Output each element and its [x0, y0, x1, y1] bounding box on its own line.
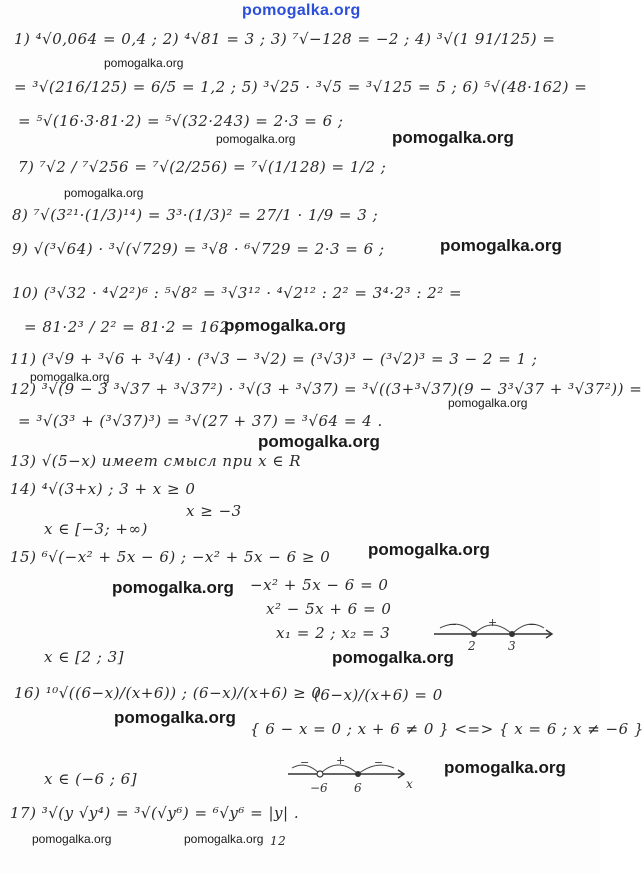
solution-line-12: 13) √(5−x) имеет смысл при x ∈ R — [10, 452, 302, 470]
solution-line-19: x₁ = 2 ; x₂ = 3 — [276, 624, 391, 642]
watermark: pomogalka.org — [332, 648, 454, 667]
solution-line-2: = ³√(216/125) = 6/5 = 1,2 ; 5) ³√25 · ³√5 = ³√125 = 5 ; 6) ⁵√(48·162) = — [14, 78, 588, 96]
solution-line-14: x ≥ −3 — [186, 502, 242, 520]
watermark: pomogalka.org — [112, 578, 234, 597]
number-line-label-minus-6: −6 — [310, 781, 328, 795]
sign-text: − — [300, 756, 310, 769]
solution-line-18: x² − 5x + 6 = 0 — [266, 600, 392, 618]
sign-text: + — [488, 616, 498, 629]
sign-text: − — [448, 618, 458, 631]
solution-line-9: 11) (³√9 + ³√6 + ³√4) · (³√3 − ³√2) = (³√3)³ − (³√2)³ = 3 − 2 = 1 ; — [10, 350, 538, 368]
solution-line-17: −x² + 5x − 6 = 0 — [250, 576, 389, 594]
watermark: pomogalka.org — [30, 370, 110, 384]
solution-line-8: = 81·2³ / 2² = 81·2 = 162 ; — [24, 318, 241, 336]
solution-line-10: 12) ³√(9 − 3 ³√37 + ³√37²) · ³√(3 + ³√37) = ³√((3+³√37)(9 − 3³√37 + ³√37²)) = — [10, 380, 643, 398]
watermark: pomogalka.org — [440, 236, 562, 255]
solution-line-3: = ⁵√(16·3·81·2) = ⁵√(32·243) = 2·3 = 6 ; — [18, 112, 344, 130]
number-line-label-3: 3 — [508, 639, 516, 653]
watermark: pomogalka.org — [368, 540, 490, 559]
solution-line-11: = ³√(3³ + (³√37)³) = ³√(27 + 37) = ³√64 = 4 . — [18, 412, 383, 430]
watermark: pomogalka.org — [104, 56, 184, 70]
number-line-axis-label: x — [406, 777, 413, 791]
sign-text: + — [336, 754, 346, 767]
header-watermark: pomogalka.org — [242, 2, 361, 19]
solution-line-21: 16) ¹⁰√((6−x)/(x+6)) ; (6−x)/(x+6) ≥ 0 — [14, 684, 322, 702]
solution-line-6: 9) √(³√64) · ³√(√729) = ³√8 · ⁶√729 = 2·3 = 6 ; — [12, 240, 385, 258]
watermark: pomogalka.org — [448, 396, 528, 410]
solution-line-13: 14) ⁴√(3+x) ; 3 + x ≥ 0 — [10, 480, 196, 498]
page-number: 12 — [270, 834, 287, 848]
solution-line-7: 10) (³√32 · ⁴√2²)⁶ : ⁵√8² = ³√3¹² · ⁴√2¹² : 2² = 3⁴·2³ : 2² = — [12, 284, 463, 302]
solution-line-16: 15) ⁶√(−x² + 5x − 6) ; −x² + 5x − 6 ≥ 0 — [10, 548, 331, 566]
number-line-label-2: 2 — [468, 639, 476, 653]
watermark: pomogalka.org — [224, 316, 346, 335]
watermark: pomogalka.org — [32, 832, 112, 846]
watermark: pomogalka.org — [392, 128, 514, 147]
solution-line-22: (6−x)/(x+6) = 0 — [314, 686, 443, 704]
number-line-label-6: 6 — [354, 781, 362, 795]
watermark: pomogalka.org — [64, 186, 144, 200]
solution-line-23: { 6 − x = 0 ; x + 6 ≠ 0 } <=> { x = 6 ; x ≠ −6 } — [250, 720, 644, 738]
watermark: pomogalka.org — [114, 708, 236, 727]
sign-text: − — [528, 618, 538, 631]
watermark: pomogalka.org — [216, 132, 296, 146]
solution-line-25: 17) ³√(y √y⁴) = ³√(√y⁶) = ⁶√y⁶ = |y| . — [10, 804, 300, 822]
solution-line-24: x ∈ (−6 ; 6] — [44, 770, 138, 788]
solution-line-4: 7) ⁷√2 / ⁷√256 = ⁷√(2/256) = ⁷√(1/128) = 1/2 ; — [18, 158, 387, 176]
solution-line-20: x ∈ [2 ; 3] — [44, 648, 124, 666]
watermark: pomogalka.org — [258, 432, 380, 451]
watermark: pomogalka.org — [444, 758, 566, 777]
solution-line-15: x ∈ [−3; +∞) — [44, 520, 148, 538]
number-line-16 — [284, 752, 424, 798]
solution-line-5: 8) ⁷√(3²¹·(1/3)¹⁴) = 3³·(1/3)² = 27/1 · 1/9 = 3 ; — [12, 206, 379, 224]
watermark: pomogalka.org — [184, 832, 264, 846]
sign-text: − — [374, 756, 384, 769]
solution-line-1: 1) ⁴√0,064 = 0,4 ; 2) ⁴√81 = 3 ; 3) ⁷√−128 = −2 ; 4) ³√(1 91/125) = — [14, 30, 556, 48]
